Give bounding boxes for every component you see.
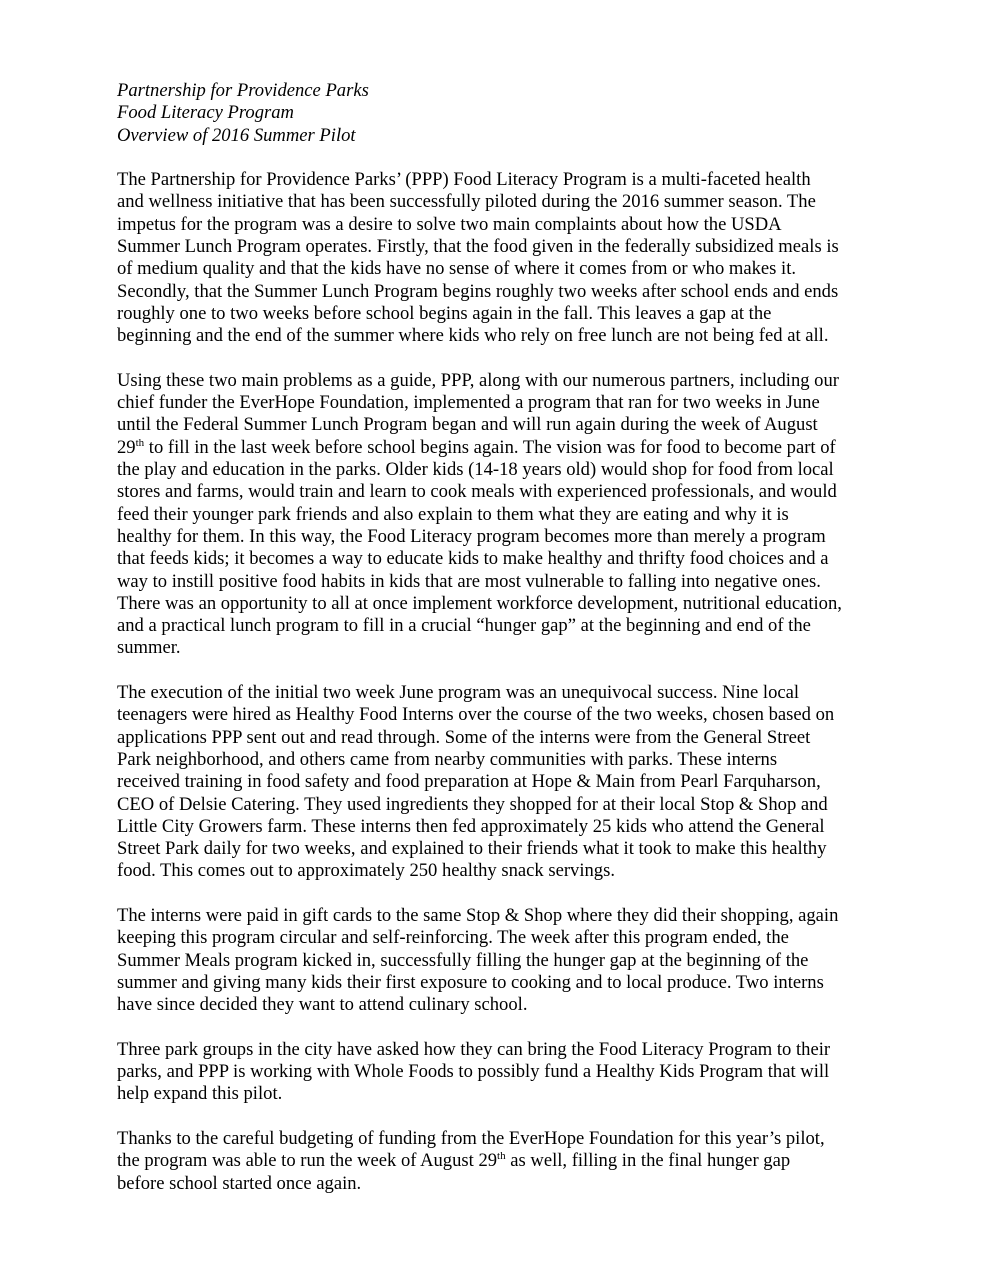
text-line: Little City Growers farm. These interns then fed approximately 25 kids who attend the General: [117, 815, 825, 837]
text-line: stores and farms, would train and learn to cook meals with experienced professionals, and would: [117, 481, 837, 503]
paragraph-program-design: [117, 370, 877, 660]
date-number: 29: [117, 436, 136, 458]
heading-organization: Partnership for Providence Parks: [117, 80, 369, 101]
text-line: impetus for the program was a desire to solve two main complaints about how the USDA: [117, 213, 782, 235]
text-line: chief funder the EverHope Foundation, implemented a program that ran for two weeks in June: [117, 392, 820, 414]
text-line: before school started once again.: [117, 1172, 362, 1194]
paragraph-introduction: [117, 169, 877, 347]
text-line: parks, and PPP is working with Whole Foods to possibly fund a Healthy Kids Program that will: [117, 1061, 830, 1083]
text-line: The execution of the initial two week June program was an unequivocal success. Nine local: [117, 682, 800, 704]
text-segment: the program was able to run the week of August 29: [117, 1150, 498, 1172]
text-line: of medium quality and that the kids have no sense of where it comes from or who makes it.: [117, 258, 797, 280]
text-line: help expand this pilot.: [117, 1083, 283, 1105]
text-line: beginning and the end of the summer where kids who rely on free lunch are not being fed at all.: [117, 325, 829, 347]
text-line: [117, 437, 877, 459]
text-line: have since decided they want to attend culinary school.: [117, 994, 528, 1016]
text-line: applications PPP sent out and read through. Some of the interns were from the General Street: [117, 726, 811, 748]
text-line: the play and education in the parks. Older kids (14-18 years old) would shop for food from local: [117, 459, 834, 481]
text-segment: to fill in the last week before school begins again. The vision was for food to become part of: [144, 436, 836, 458]
text-line: received training in food safety and food preparation at Hope & Main from Pearl Farquharson,: [117, 771, 821, 793]
text-line: way to instill positive food habits in kids that are most vulnerable to falling into negative ones.: [117, 570, 821, 592]
text-line: teenagers were hired as Healthy Food Interns over the course of the two weeks, chosen based on: [117, 704, 835, 726]
text-line: feed their younger park friends and also explain to them what they are eating and why it is: [117, 503, 789, 525]
ordinal-suffix: th: [135, 436, 145, 449]
text-line: Summer Meals program kicked in, successfully filling the hunger gap at the beginning of the: [117, 949, 809, 971]
text-line: summer.: [117, 637, 181, 659]
text-line: roughly one to two weeks before school begins again in the fall. This leaves a gap at the: [117, 302, 772, 324]
paragraph-execution: [117, 682, 877, 883]
text-line: until the Federal Summer Lunch Program began and will run again during the week of August: [117, 414, 818, 436]
text-line: Secondly, that the Summer Lunch Program begins roughly two weeks after school ends and ends: [117, 280, 839, 302]
text-line: and a practical lunch program to fill in a crucial “hunger gap” at the beginning and end of the: [117, 615, 811, 637]
text-line: [117, 1150, 877, 1172]
ordinal-suffix: th: [497, 1150, 506, 1163]
text-line: food. This comes out to approximately 250 healthy snack servings.: [117, 860, 615, 882]
text-line: Street Park daily for two weeks, and explained to their friends what it took to make this healthy: [117, 838, 827, 860]
text-line: Summer Lunch Program operates. Firstly, that the food given in the federally subsidized meals is: [117, 236, 839, 258]
text-line: and wellness initiative that has been successfully piloted during the 2016 summer season. The: [117, 191, 816, 213]
paragraph-conclusion: [117, 1128, 877, 1195]
text-line: summer and giving many kids their first exposure to cooking and to local produce. Two interns: [117, 971, 824, 993]
text-line: Three park groups in the city have asked how they can bring the Food Literacy Program to their: [117, 1038, 831, 1060]
text-line: keeping this program circular and self-reinforcing. The week after this program ended, the: [117, 927, 789, 949]
heading-subtitle: Overview of 2016 Summer Pilot: [117, 124, 356, 146]
text-line: There was an opportunity to all at once implement workforce development, nutritional education,: [117, 592, 842, 614]
text-segment: as well, filling in the final hunger gap: [505, 1150, 791, 1172]
heading-program: Food Literacy Program: [117, 102, 294, 124]
text-line: that feeds kids; it becomes a way to educate kids to make healthy and thrifty food choices and a: [117, 548, 829, 570]
text-line: healthy for them. In this way, the Food Literacy program becomes more than merely a program: [117, 525, 826, 547]
text-line: Using these two main problems as a guide, PPP, along with our numerous partners, including our: [117, 369, 839, 391]
text-line: The Partnership for Providence Parks’ (PPP) Food Literacy Program is a multi-faceted health: [117, 169, 811, 191]
text-line: The interns were paid in gift cards to the same Stop & Shop where they did their shopping, again: [117, 904, 839, 926]
document-page: [117, 80, 877, 1217]
paragraph-interns: [117, 905, 877, 1016]
document-heading: [117, 80, 877, 147]
text-line: Thanks to the careful budgeting of funding from the EverHope Foundation for this year’s pilot,: [117, 1127, 825, 1149]
paragraph-expansion: [117, 1039, 877, 1106]
text-line: CEO of Delsie Catering. They used ingredients they shopped for at their local Stop & Shop and: [117, 793, 828, 815]
text-line: Park neighborhood, and others came from nearby communities with parks. These interns: [117, 748, 778, 770]
